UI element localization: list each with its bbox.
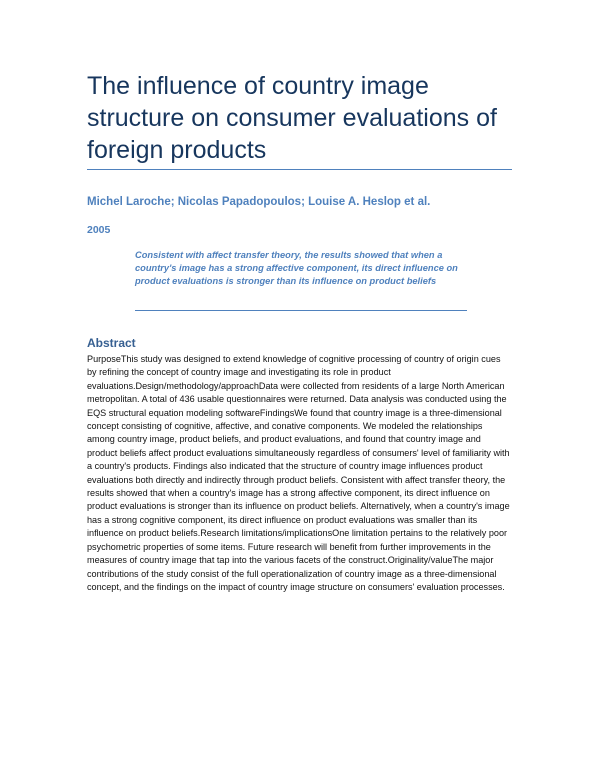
pull-quote-divider [135,310,467,311]
publication-year: 2005 [87,224,111,236]
pull-quote: Consistent with affect transfer theory, the results showed that when a country's image has a strong affective component, its direct influence on product evaluations is stronger than its influence on product beliefs [135,250,458,287]
abstract-text: PurposeThis study was designed to extend knowledge of cognitive processing of country of origin cues by refining the concept of country image and investigating its role in product evaluations.Design/methodology/approachData were collected from residents of a large North American metropolitan. A total of 436 usable questionnaires were returned. Data analysis was conducted using the EQS structural equation modeling softwareFindingsWe found that country image is a three-dimensional concept consisting of cognitive, affective, and conative components. We modeled the relationships among country image, product beliefs, and product evaluations, and found that country image and product beliefs affect product evaluations simultaneously regardless of consumers' level of familiarity with a country's products. Findings also indicated that the structure of country image influences product evaluations both directly and indirectly through product beliefs. Consistent with affect transfer theory, the results showed that when a country's image has a strong affective component, its direct influence on product evaluations is stronger than its influence on product beliefs. Alternatively, when a country's image has a strong cognitive component, its direct influence on product evaluations was smaller than its influence on product beliefs.Research limitations/implicationsOne limitation pertains to the relatively poor psychometric properties of some items. Future research will benefit from further improvements in the measures of country image that tap into the various facets of the construct.Originality/valueThe major contributions of the study consist of the full operationalization of country image as a three-dimensional concept, and the findings on the impact of country image structure on consumers' evaluation processes. [87,354,510,592]
author-list: Michel Laroche; Nicolas Papadopoulos; Louise A. Heslop et al. [87,196,431,208]
title-divider [87,169,512,170]
abstract-heading: Abstract [87,336,136,350]
document-title: The influence of country image structure on consumer evaluations of foreign products [87,72,497,164]
